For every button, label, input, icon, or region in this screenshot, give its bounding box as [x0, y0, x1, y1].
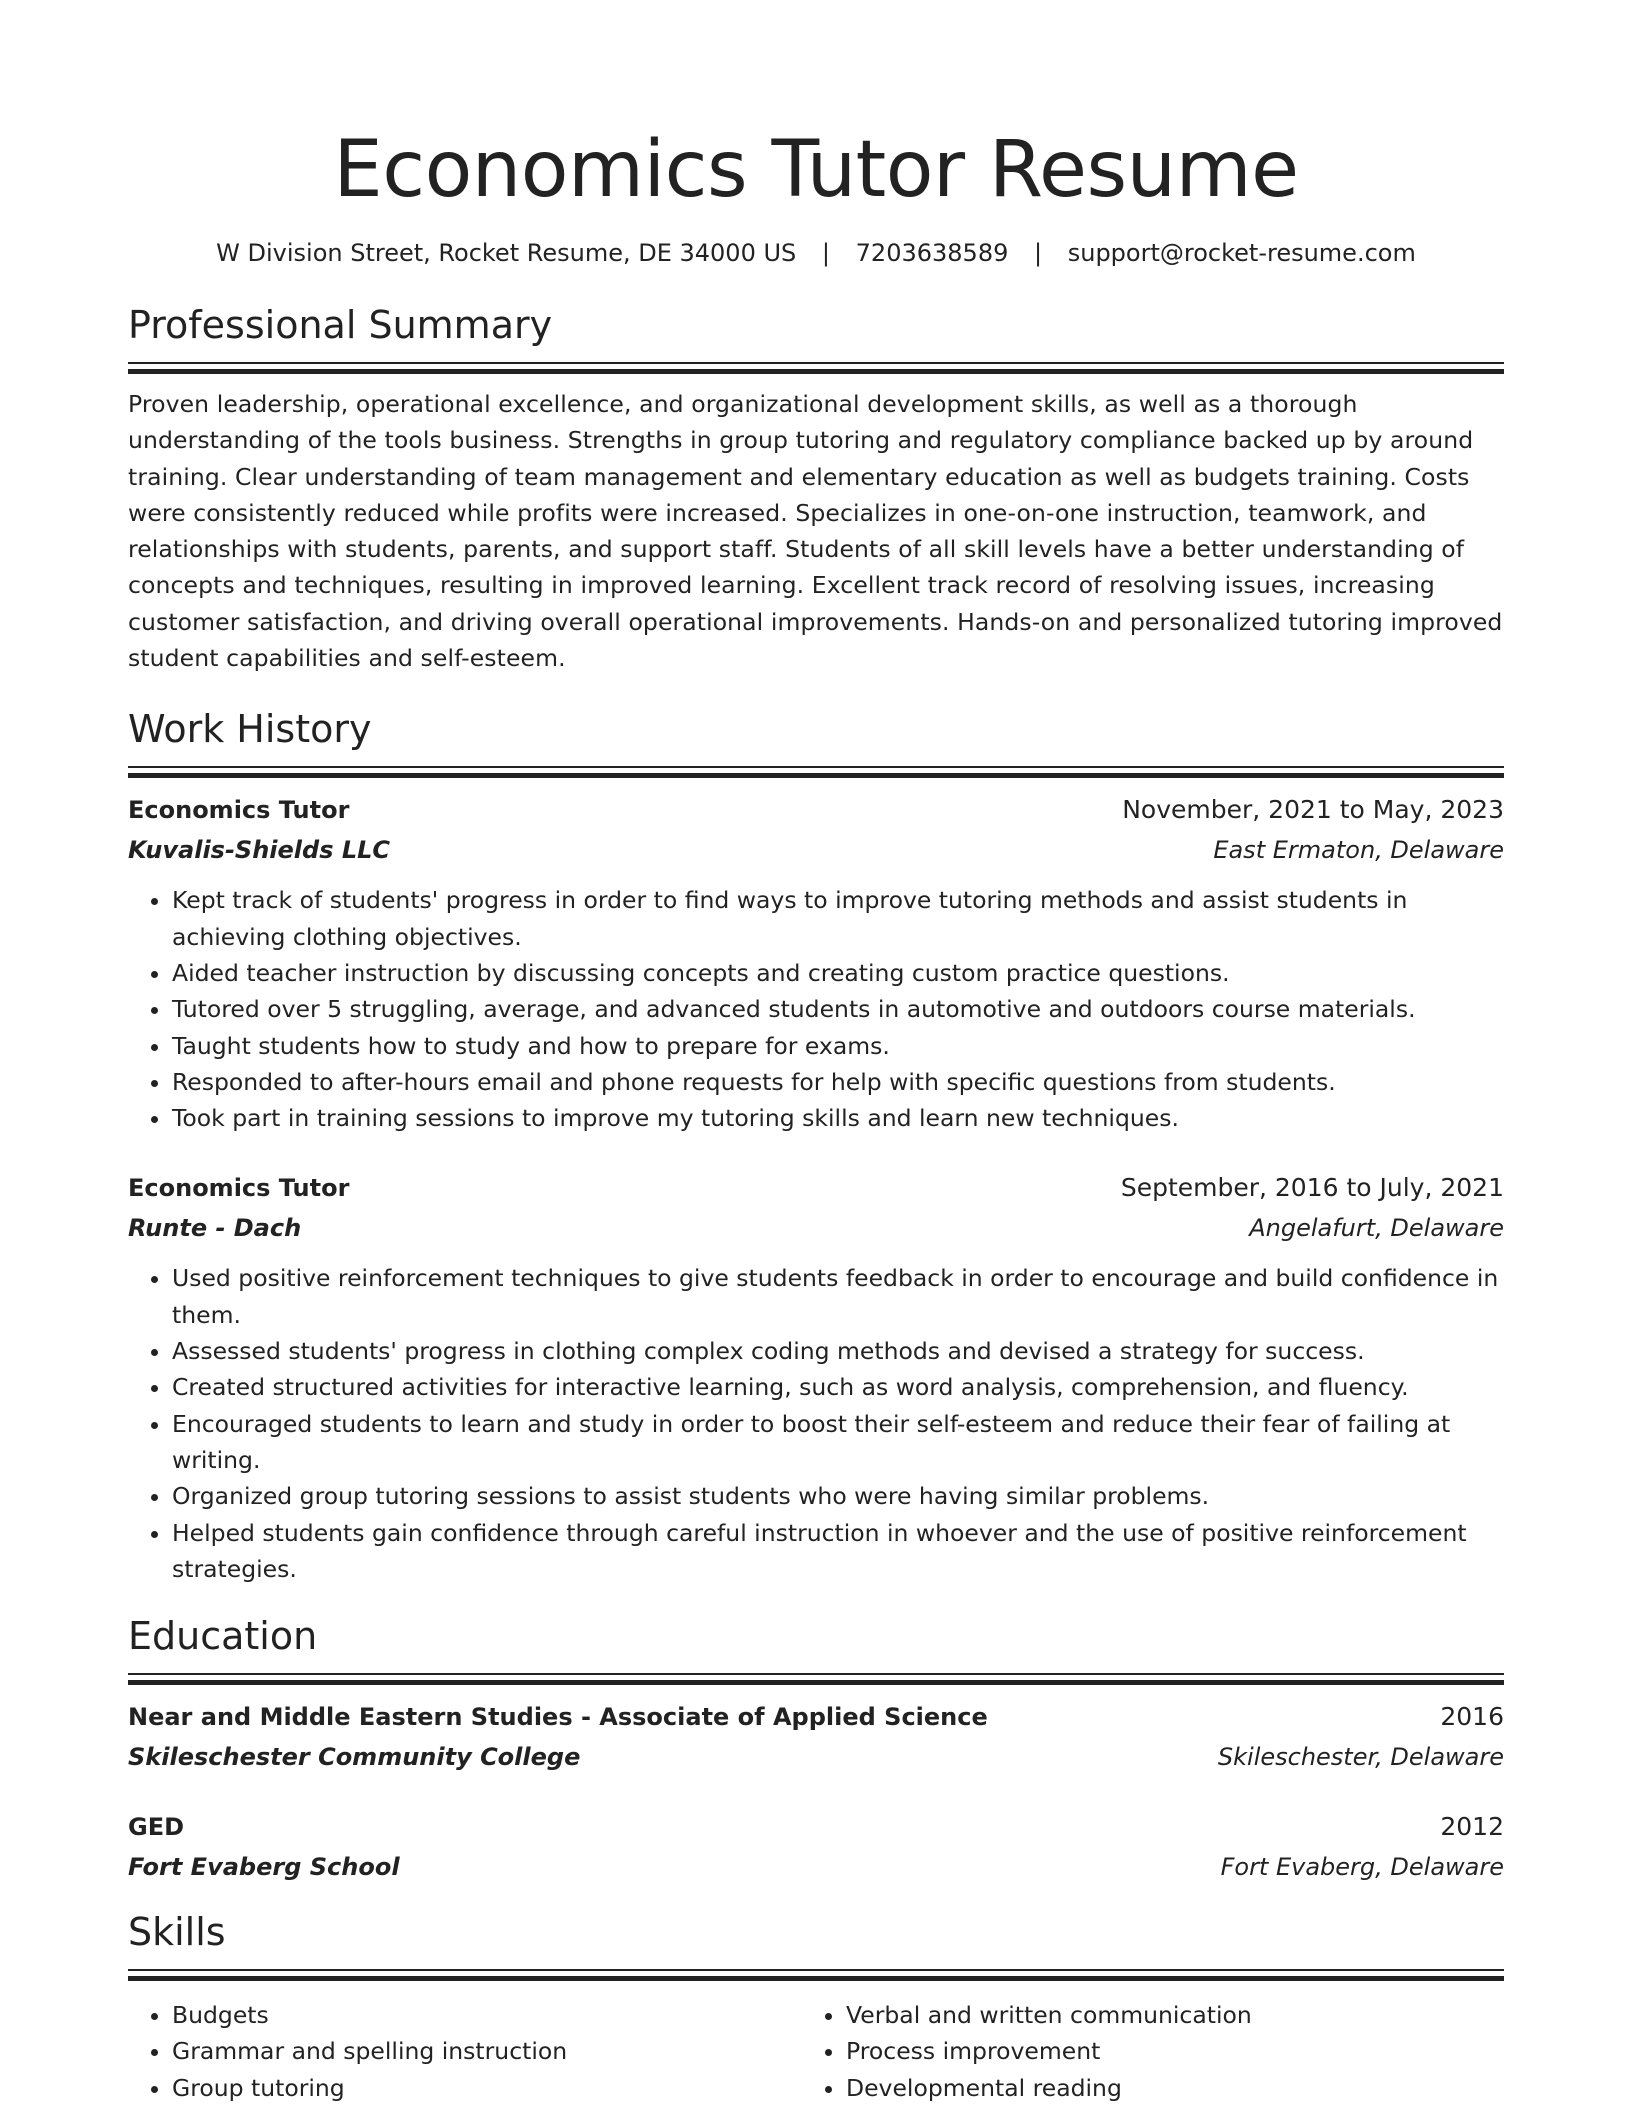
job-title: Economics Tutor — [128, 1174, 350, 1203]
job-bullet: • Assessed students' progress in clothing complex coding methods and devised a strategy for success. — [172, 1333, 1504, 1369]
education-degree: GED — [128, 1813, 185, 1842]
contact-separator: | — [1034, 239, 1043, 267]
skill-item: • Budgets — [172, 1997, 802, 2033]
job-bullet: • Helped students gain confidence through careful instruction in whoever and the use of positive reinforcement strategies. — [172, 1515, 1504, 1588]
skills-list-left — [128, 1997, 802, 2106]
section-heading-work: Work History — [128, 707, 372, 752]
job-header — [128, 1168, 1504, 1208]
contact-separator: | — [821, 239, 831, 267]
education-degree: Near and Middle Eastern Studies - Associate of Applied Science — [128, 1703, 988, 1732]
education-school: Fort Evaberg School — [128, 1853, 400, 1882]
job-title: Economics Tutor — [128, 796, 350, 825]
job-company: Kuvalis-Shields LLC — [128, 836, 391, 865]
education-entry — [128, 1807, 1504, 1887]
skill-item: • Process improvement — [846, 2033, 1476, 2069]
contact-address: W Division Street, Rocket Resume, DE 34000 US — [216, 239, 797, 267]
education-school: Skileschester Community College — [128, 1743, 581, 1772]
summary-text: Proven leadership, operational excellence, and organizational development skills, as well as a thorough understanding of the tools business. Strengths in group tutoring and regulatory compliance backed up by around training. Clear understanding of team management and elementary education as well as budgets training. Costs were consistently reduced while profits were increased. Specializes in one-on-one instruction, teamwork, and relationships with students, parents, and support staff. Students of all skill levels have a better understanding of concepts and techniques, resulting in improved learning. Excellent track record of resolving issues, increasing customer satisfaction, and driving overall operational improvements. Hands-on and personalized tutoring improved student capabilities and self-esteem. — [128, 390, 1503, 673]
contact-phone: 7203638589 — [855, 239, 1009, 267]
job-bullets — [128, 882, 1504, 1136]
section-divider — [128, 1673, 1504, 1685]
education-header — [128, 1697, 1504, 1737]
job-bullet: • Took part in training sessions to improve my tutoring skills and learn new techniques. — [172, 1100, 1504, 1136]
job-dates: November, 2021 to May, 2023 — [1122, 795, 1504, 825]
work-history-section — [128, 704, 1504, 1587]
job-header — [128, 790, 1504, 830]
job-bullet: • Responded to after-hours email and phone requests for help with specific questions from students. — [172, 1064, 1504, 1100]
section-divider — [128, 1969, 1504, 1981]
education-year: 2016 — [1440, 1702, 1504, 1732]
job-location: East Ermaton, Delaware — [1213, 836, 1504, 865]
section-divider — [128, 766, 1504, 778]
education-year: 2012 — [1440, 1812, 1504, 1842]
skills-section — [128, 1907, 1504, 2106]
skill-item: • Verbal and written communication — [846, 1997, 1476, 2033]
job-entry — [128, 1168, 1504, 1587]
contact-email: support@rocket-resume.com — [1067, 239, 1416, 267]
job-location: Angelafurt, Delaware — [1249, 1214, 1504, 1243]
education-section — [128, 1611, 1504, 1887]
skills-columns — [128, 1993, 1504, 2106]
job-bullet: • Organized group tutoring sessions to assist students who were having similar problems. — [172, 1478, 1504, 1514]
job-company-row — [128, 830, 1504, 870]
contact-line — [128, 236, 1504, 270]
job-company-row — [128, 1208, 1504, 1248]
job-bullet: • Encouraged students to learn and study in order to boost their self-esteem and reduce their fear of failing at writing. — [172, 1406, 1504, 1479]
job-entry — [128, 790, 1504, 1136]
skill-item: • Group tutoring — [172, 2070, 802, 2106]
section-heading-summary: Professional Summary — [128, 303, 553, 347]
section-heading-education: Education — [128, 1614, 318, 1659]
job-bullet: • Kept track of students' progress in order to find ways to improve tutoring methods and assist students in achieving clothing objectives. — [172, 882, 1504, 955]
job-bullet: • Created structured activities for interactive learning, such as word analysis, comprehension, and fluency. — [172, 1369, 1504, 1405]
resume-page — [128, 0, 1504, 2106]
job-bullets — [128, 1260, 1504, 1587]
education-location: Skileschester, Delaware — [1217, 1743, 1504, 1772]
job-bullet: • Aided teacher instruction by discussing concepts and creating custom practice questions. — [172, 955, 1504, 991]
job-bullet: • Tutored over 5 struggling, average, and advanced students in automotive and outdoors course materials. — [172, 991, 1504, 1027]
job-bullet: • Taught students how to study and how to prepare for exams. — [172, 1028, 1504, 1064]
summary-section — [128, 300, 1504, 676]
education-location: Fort Evaberg, Delaware — [1220, 1853, 1504, 1882]
section-divider — [128, 362, 1504, 374]
job-bullet: • Used positive reinforcement techniques to give students feedback in order to encourage and build confidence in them. — [172, 1260, 1504, 1333]
education-school-row — [128, 1847, 1504, 1887]
education-entry — [128, 1697, 1504, 1777]
skills-list-right — [802, 1997, 1476, 2106]
job-dates: September, 2016 to July, 2021 — [1120, 1173, 1504, 1203]
skill-item: • Developmental reading — [846, 2070, 1476, 2106]
skill-item: • Grammar and spelling instruction — [172, 2033, 802, 2069]
job-company: Runte - Dach — [128, 1214, 302, 1243]
education-header — [128, 1807, 1504, 1847]
education-school-row — [128, 1737, 1504, 1777]
resume-title: Economics Tutor Resume — [333, 125, 1299, 215]
section-heading-skills: Skills — [128, 1910, 226, 1955]
